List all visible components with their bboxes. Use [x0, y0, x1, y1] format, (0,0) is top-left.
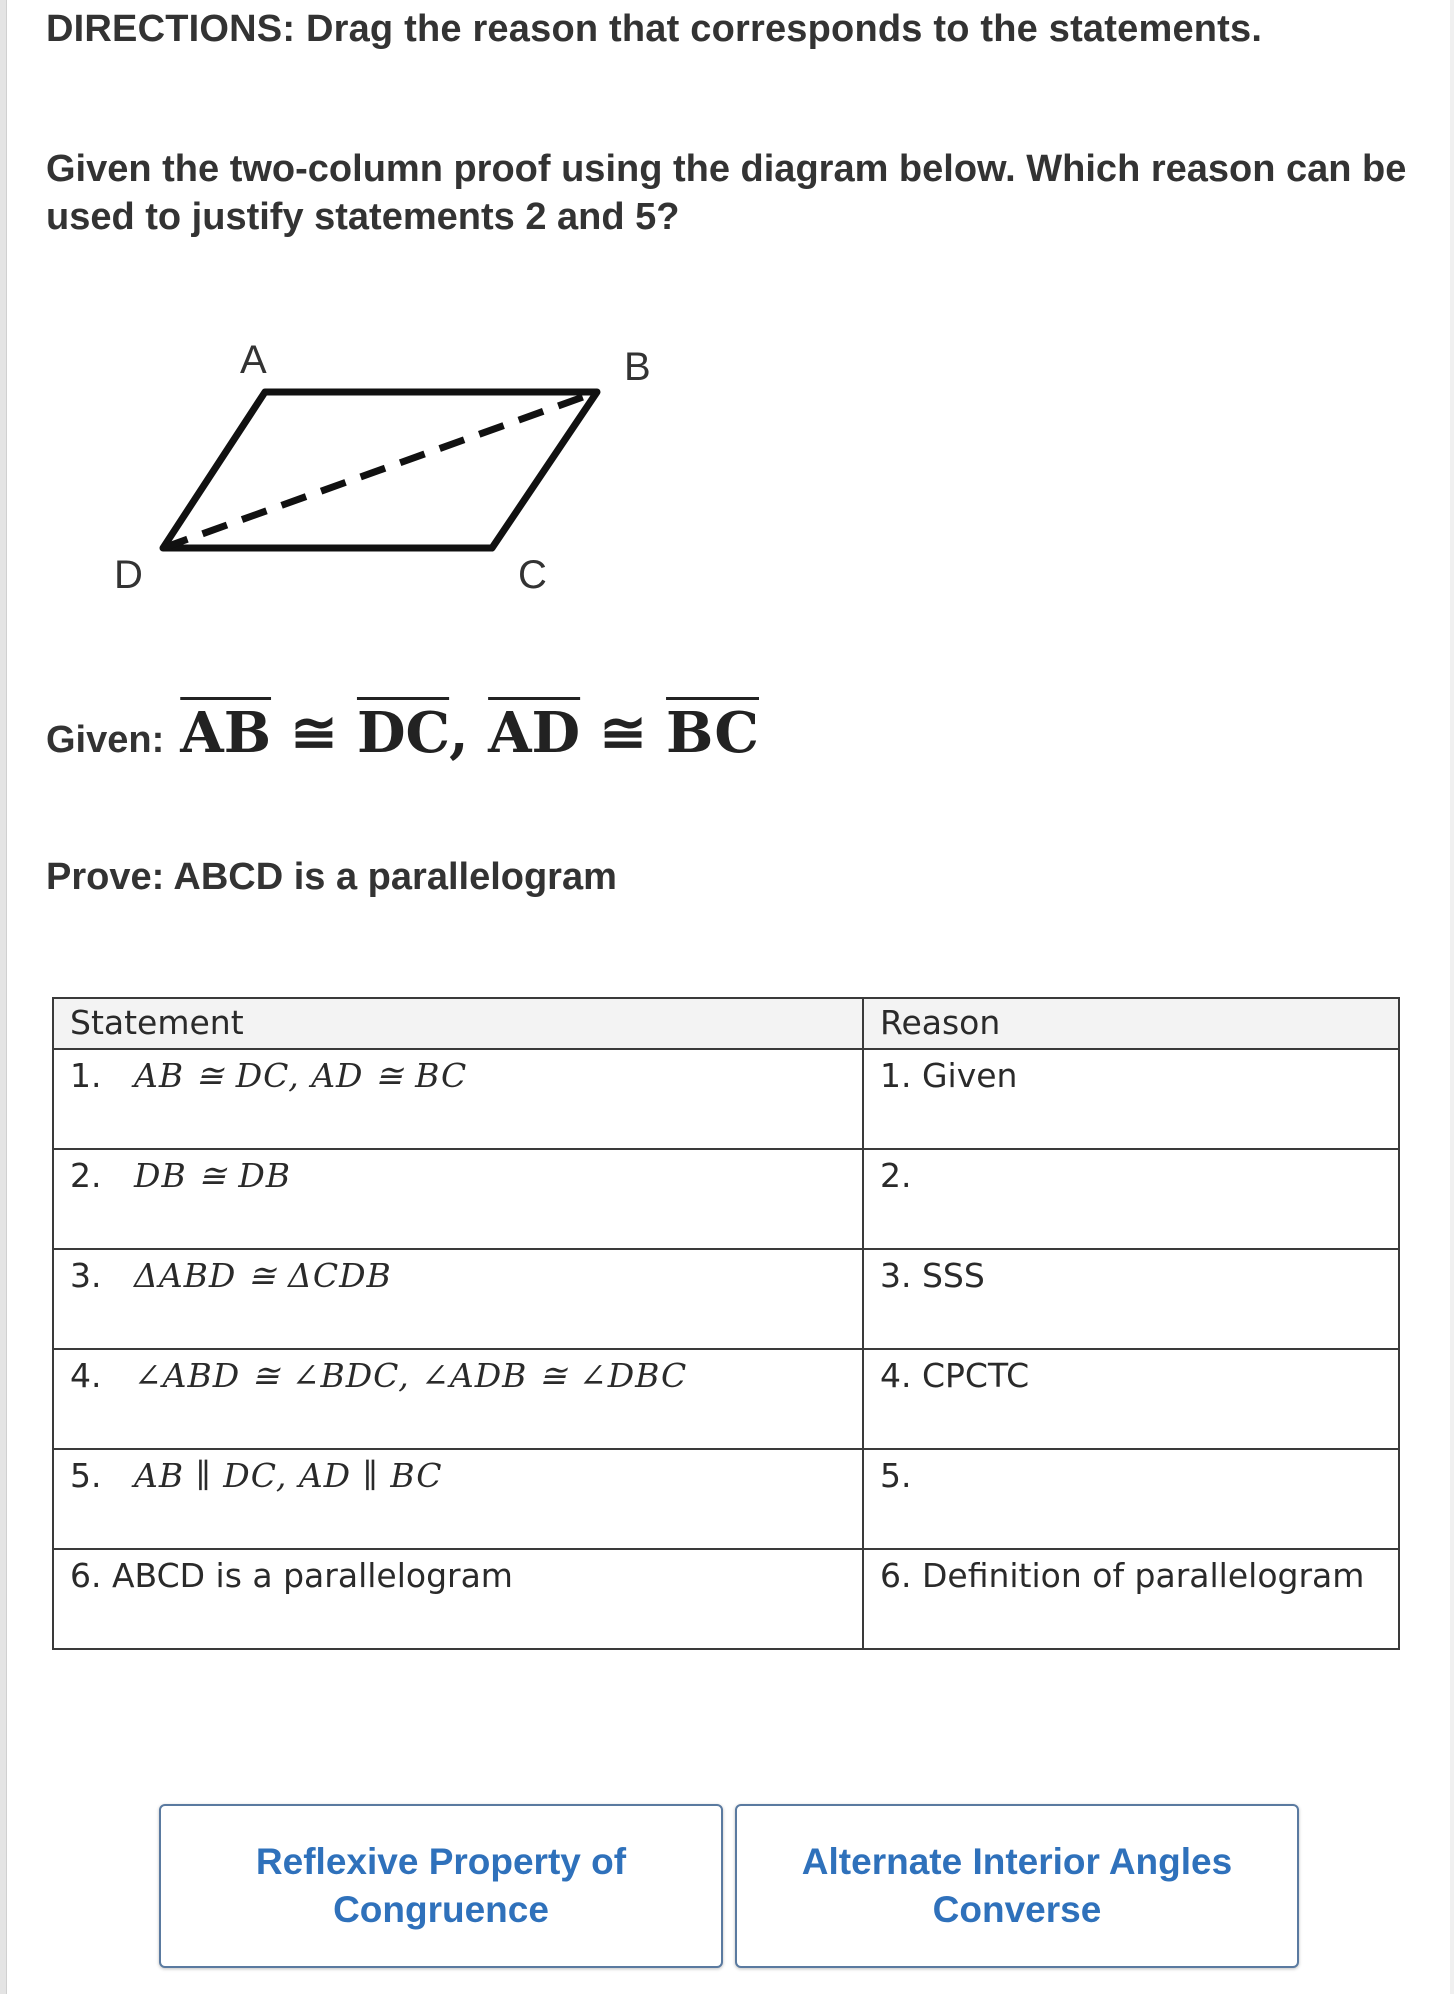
statement-cell: [53, 1349, 863, 1449]
statement-header: Statement: [53, 998, 863, 1049]
vertex-label-a: A: [240, 340, 267, 382]
given-congruent-1: ≅: [290, 700, 338, 766]
statement-text: ΔABD ≅ ΔCDB: [134, 1256, 392, 1295]
right-border: [1450, 0, 1454, 1994]
table-row: [53, 1549, 1399, 1649]
statement-number: 1.: [70, 1056, 102, 1095]
vertex-label-d: D: [114, 553, 143, 597]
given-math: [180, 700, 759, 766]
left-border: [0, 0, 7, 1994]
given-comma: ,: [449, 700, 469, 766]
prove-text: Prove: ABCD is a parallelogram: [46, 856, 617, 898]
statement-cell: [53, 1049, 863, 1149]
statement-text: AB ∥ DC, AD ∥ BC: [134, 1456, 443, 1495]
given-seg-ab: $\overline{AB}$: [180, 700, 272, 766]
statement-cell: 6. ABCD is a parallelogram: [53, 1549, 863, 1649]
draggable-answer-reflexive[interactable]: Reflexive Property of Congruence: [159, 1804, 723, 1968]
proof-table: [52, 997, 1400, 1650]
reason-drop-slot-2[interactable]: 2.: [863, 1149, 1399, 1249]
table-header-row: [53, 998, 1399, 1049]
statement-number: 2.: [70, 1156, 102, 1195]
given-seg-dc: $\overline{DC}$: [356, 700, 450, 766]
diagonal-db: [163, 392, 597, 548]
statement-number: 4.: [70, 1356, 102, 1395]
vertex-label-b: B: [624, 345, 651, 389]
statement-text: DB ≅ DB: [134, 1156, 292, 1195]
given-seg-bc: $\overline{BC}$: [666, 700, 759, 766]
reason-cell: 3. SSS: [863, 1249, 1399, 1349]
statement-number: 3.: [70, 1256, 102, 1295]
draggable-answer-alternate-interior[interactable]: Alternate Interior Angles Converse: [735, 1804, 1299, 1968]
reason-cell: 6. Definition of parallelogram: [863, 1549, 1399, 1649]
given-line: [46, 700, 759, 766]
question-text: Given the two-column proof using the diagram below. Which reason can be used to justify statements 2 and 5?: [46, 148, 1407, 238]
given-seg-ad: $\overline{AD}$: [488, 700, 581, 766]
vertex-label-c: C: [518, 553, 547, 597]
table-row: [53, 1049, 1399, 1149]
directions-text: DIRECTIONS: Drag the reason that corresponds to the statements.: [46, 8, 1263, 50]
parallelogram-diagram: [100, 340, 660, 600]
reason-cell: 1. Given: [863, 1049, 1399, 1149]
table-row: [53, 1349, 1399, 1449]
table-row: [53, 1249, 1399, 1349]
statement-text: AB ≅ DC, AD ≅ BC: [134, 1056, 468, 1095]
statement-text: ∠ABD ≅ ∠BDC, ∠ADB ≅ ∠DBC: [134, 1356, 688, 1395]
reason-drop-slot-5[interactable]: 5.: [863, 1449, 1399, 1549]
table-row: [53, 1149, 1399, 1249]
given-label: Given:: [46, 719, 165, 761]
statement-cell: [53, 1149, 863, 1249]
table-row: [53, 1449, 1399, 1549]
statement-number: 5.: [70, 1456, 102, 1495]
reason-cell: 4. CPCTC: [863, 1349, 1399, 1449]
given-congruent-2: ≅: [599, 700, 647, 766]
statement-cell: [53, 1249, 863, 1349]
reason-header: Reason: [863, 998, 1399, 1049]
statement-cell: [53, 1449, 863, 1549]
